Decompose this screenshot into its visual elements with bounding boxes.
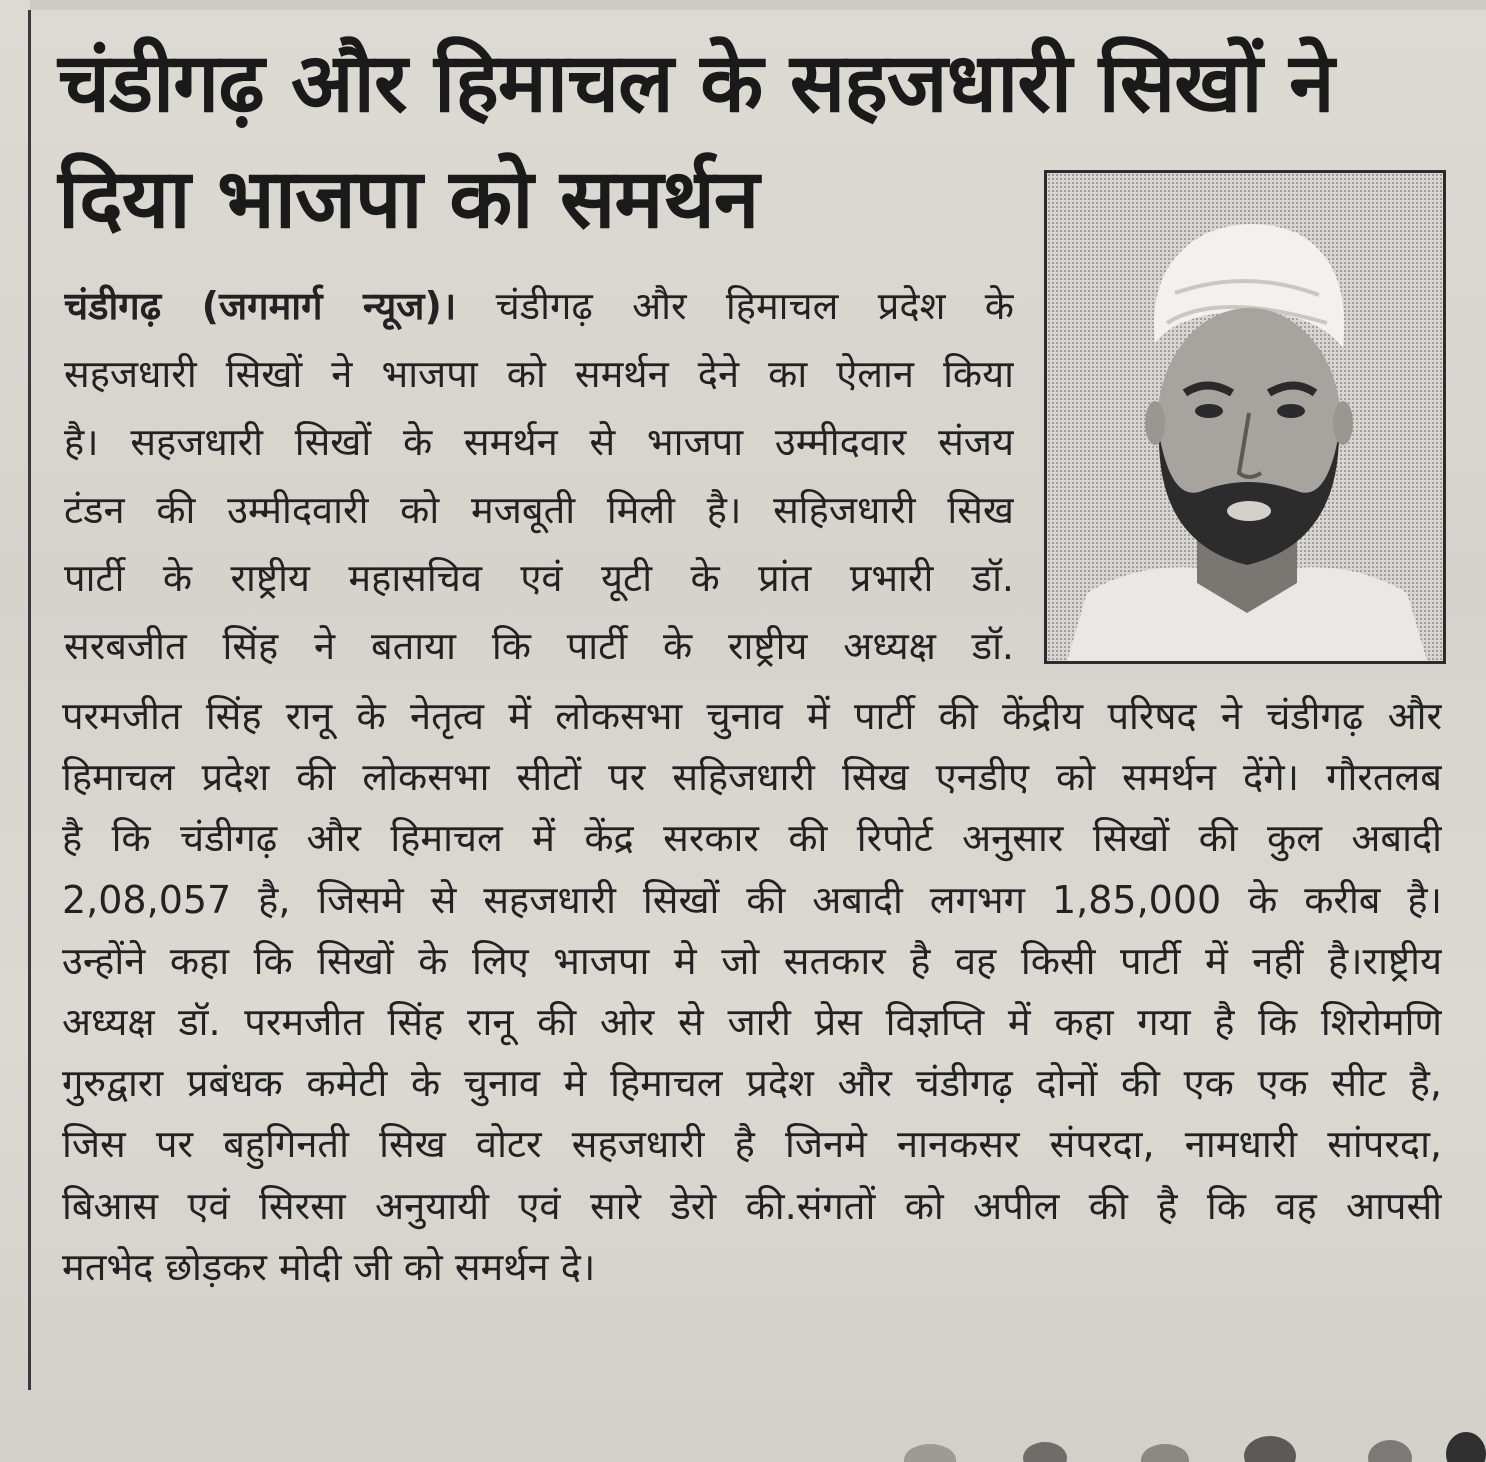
intro-line-5: पार्टी के राष्ट्रीय महासचिव एवं यूटी के प्रांत प्रभारी डॉ. (64, 556, 1014, 600)
body-line-5: उन्होंने कहा कि सिखों के लिए भाजपा मे जो सतकार है वह किसी पार्टी में नहीं है।राष्ट्रीय (62, 938, 1442, 983)
body-line-4: 2,08,057 है, जिसमे से सहजधारी सिखों की अबादी लगभग 1,85,000 के करीब है। (62, 877, 1442, 922)
portrait-photo (1044, 170, 1446, 664)
body-line-10: मतभेद छोड़कर मोदी जी को समर्थन दे। (62, 1244, 596, 1289)
headline-line-2: दिया भाजपा को समर्थन (58, 152, 759, 247)
article-intro (64, 272, 1014, 680)
body-line-1: परमजीत सिंह रानू के नेतृत्व में लोकसभा चुनाव में पार्टी की केंद्रीय परिषद ने चंडीगढ़ और (62, 694, 1442, 738)
column-rule (28, 10, 31, 1390)
intro-line-4: टंडन की उम्मीदवारी को मजबूती मिली है। सहिजधारी सिख (64, 488, 1014, 532)
body-line-3: है कि चंडीगढ़ और हिमाचल में केंद्र सरकार की रिपोर्ट अनुसार सिखों की कुल अबादी (62, 816, 1442, 861)
headline-line-1: चंडीगढ़ और हिमाचल के सहजधारी सिखों ने (58, 36, 1334, 131)
dateline: चंडीगढ़ (जगमार्ग न्यूज)। (64, 284, 457, 328)
adjacent-column-bleed (900, 1420, 1486, 1462)
intro-line-1-text: चंडीगढ़ और हिमाचल प्रदेश के (495, 284, 1014, 328)
body-line-6: अध्यक्ष डॉ. परमजीत सिंह रानू की ओर से जारी प्रेस विज्ञप्ति में कहा गया है कि शिरोमणि (62, 1000, 1442, 1045)
intro-line-3: है। सहजधारी सिखों के समर्थन से भाजपा उम्मीदवार संजय (64, 420, 1014, 464)
top-strip (30, 0, 1486, 10)
body-line-7: गुरुद्वारा प्रबंधक कमेटी के चुनाव मे हिमाचल प्रदेश और चंडीगढ़ दोनों की एक एक सीट है, (62, 1061, 1442, 1106)
body-line-8: जिस पर बहुगिनती सिख वोटर सहजधारी है जिनमे नानकसर संपरदा, नामधारी सांपरदा, (62, 1122, 1442, 1167)
intro-line-2: सहजधारी सिखों ने भाजपा को समर्थन देने का ऐलान किया (64, 352, 1014, 396)
intro-line-1 (64, 272, 1014, 340)
body-line-2: हिमाचल प्रदेश की लोकसभा सीटों पर सहिजधारी सिख एनडीए को समर्थन देंगे। गौरतलब (62, 755, 1442, 800)
body-line-9: बिआस एवं सिरसा अनुयायी एवं सारे डेरो की.संगतों को अपील की है कि वह आपसी (62, 1183, 1442, 1228)
article-body (62, 686, 1442, 1298)
intro-line-6: सरबजीत सिंह ने बताया कि पार्टी के राष्ट्रीय अध्यक्ष डॉ. (64, 624, 1014, 668)
portrait-illustration (1047, 173, 1443, 661)
